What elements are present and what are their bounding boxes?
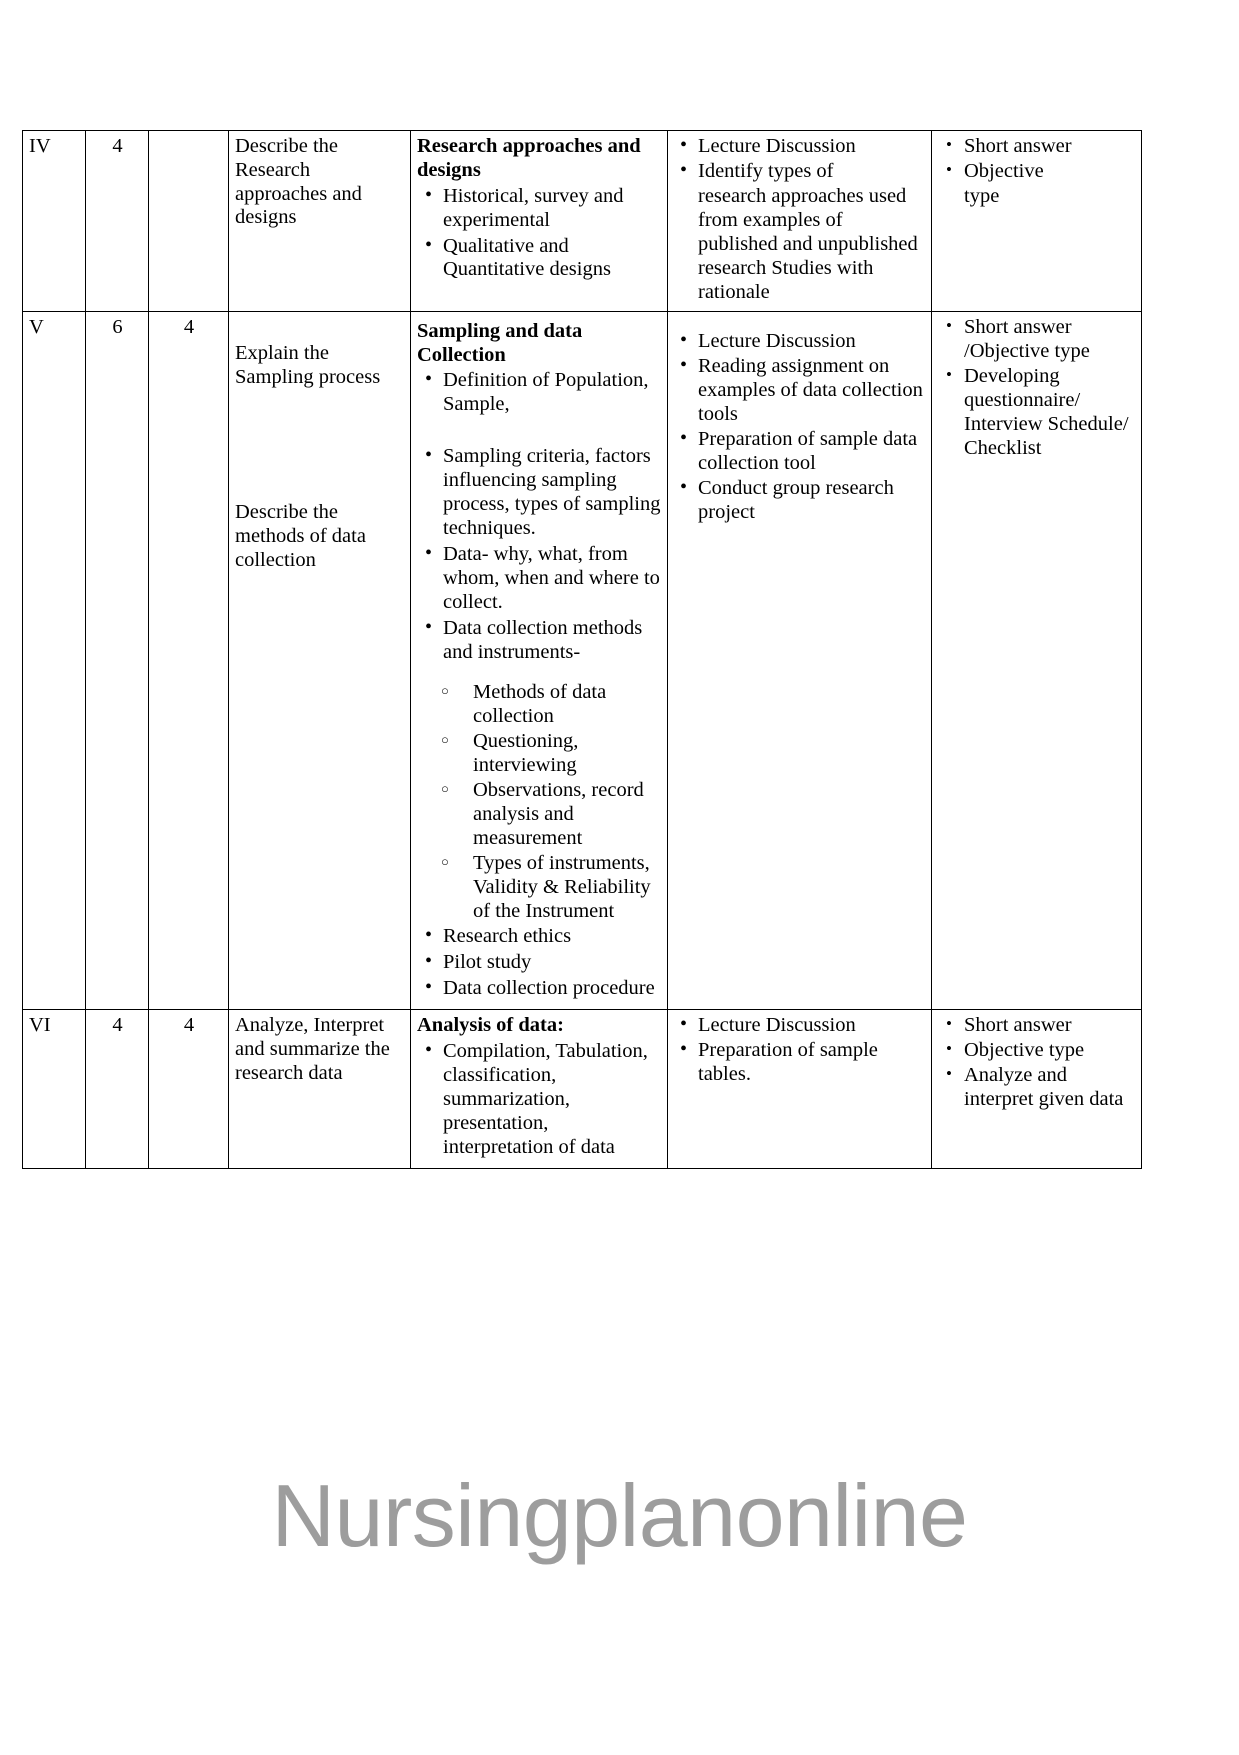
evaluation-cell — [932, 1010, 1142, 1169]
list-item: • Data collection methods and instruments- — [417, 617, 662, 665]
teaching-activity-cell — [668, 1010, 932, 1169]
content-bullet-list — [417, 369, 662, 417]
teaching-continuation: research approaches used from examples of published and unpublished research Studies with rationale — [698, 184, 918, 303]
content-cell — [411, 131, 668, 312]
evaluation-bullet-list — [938, 316, 1136, 461]
list-item: • Pilot study — [417, 951, 662, 975]
list-item: ○ Types of instruments, Validity & Reliability of the Instrument — [417, 852, 662, 924]
teaching-bullet-list — [674, 330, 926, 525]
list-item: ○ Methods of data collection — [417, 681, 662, 729]
teaching-bullet-list — [674, 135, 926, 184]
evaluation-cell — [932, 311, 1142, 1009]
evaluation-continuation: type — [964, 184, 1000, 207]
list-item: • Lecture Discussion — [674, 1014, 926, 1038]
content-bullet-list — [417, 185, 662, 283]
lesson-plan-table — [22, 130, 1142, 1169]
unit-number: V — [23, 311, 86, 1009]
list-item: • Short answer — [938, 135, 1136, 159]
list-item: • Developing questionnaire/ Interview Schedule/ Checklist — [938, 365, 1136, 461]
list-item: • Data collection procedure — [417, 977, 662, 1001]
content-bullet-list — [417, 1040, 662, 1160]
objectives-cell — [229, 131, 411, 312]
hours-practical: 4 — [149, 1010, 229, 1169]
unit-number: IV — [23, 131, 86, 312]
list-item: • Research ethics — [417, 925, 662, 949]
content-heading: Research approaches and designs — [417, 135, 641, 181]
objective-item: Describe the Research approaches and designs — [235, 135, 362, 229]
list-item: ○ Questioning, interviewing — [417, 730, 662, 778]
list-item: • Analyze and interpret given data — [938, 1064, 1136, 1112]
objectives-cell — [229, 1010, 411, 1169]
list-item: • Short answer /Objective type — [938, 316, 1136, 364]
hours-theory: 4 — [86, 131, 149, 312]
hours-theory: 4 — [86, 1010, 149, 1169]
list-item: • Conduct group research project — [674, 477, 926, 525]
objective-item: Analyze, Interpret and summarize the research data — [235, 1014, 390, 1084]
content-cell — [411, 311, 668, 1009]
content-cell — [411, 1010, 668, 1169]
hours-practical — [149, 131, 229, 312]
teaching-activity-cell — [668, 311, 932, 1009]
content-bullet-list-2 — [417, 445, 662, 665]
list-item: • Compilation, Tabulation, classification, summarization, presentation, interpretation of data — [417, 1040, 662, 1160]
teaching-bullet-list — [674, 1014, 926, 1087]
objectives-cell — [229, 311, 411, 1009]
list-item: • Preparation of sample tables. — [674, 1039, 926, 1087]
content-sub-bullet-list — [417, 681, 662, 924]
list-item: ○ Observations, record analysis and measurement — [417, 779, 662, 851]
evaluation-bullet-list — [938, 135, 1136, 184]
teaching-activity-cell — [668, 131, 932, 312]
list-item: • Qualitative and Quantitative designs — [417, 235, 662, 283]
list-item: • Short answer — [938, 1014, 1136, 1038]
table-row — [23, 311, 1142, 1009]
hours-theory: 6 — [86, 311, 149, 1009]
objective-item: Describe the methods of data collection — [235, 501, 366, 571]
unit-number: VI — [23, 1010, 86, 1169]
site-watermark: Nursingplanonline — [271, 1466, 968, 1565]
content-bullet-list-3 — [417, 925, 662, 1001]
list-item: • Historical, survey and experimental — [417, 185, 662, 233]
list-item: • Objective type — [938, 1039, 1136, 1063]
table-row — [23, 131, 1142, 312]
list-item: • Definition of Population, Sample, — [417, 369, 662, 417]
content-heading: Sampling and data Collection — [417, 319, 583, 366]
list-item: • Sampling criteria, factors influencing sampling process, types of sampling techniques. — [417, 445, 662, 541]
table-row — [23, 1010, 1142, 1169]
list-item: • Reading assignment on examples of data collection tools — [674, 355, 926, 427]
objective-item: Explain the Sampling process — [235, 341, 381, 388]
list-item: • Preparation of sample data collection tool — [674, 428, 926, 476]
evaluation-bullet-list — [938, 1014, 1136, 1112]
list-item: • Lecture Discussion — [674, 330, 926, 354]
list-item: • Data- why, what, from whom, when and where to collect. — [417, 543, 662, 615]
hours-practical: 4 — [149, 311, 229, 1009]
evaluation-cell — [932, 131, 1142, 312]
content-heading: Analysis of data: — [417, 1014, 564, 1037]
list-item: • Lecture Discussion — [674, 135, 926, 159]
list-item: • Identify types of — [674, 160, 926, 184]
list-item: • Objective — [938, 160, 1136, 184]
